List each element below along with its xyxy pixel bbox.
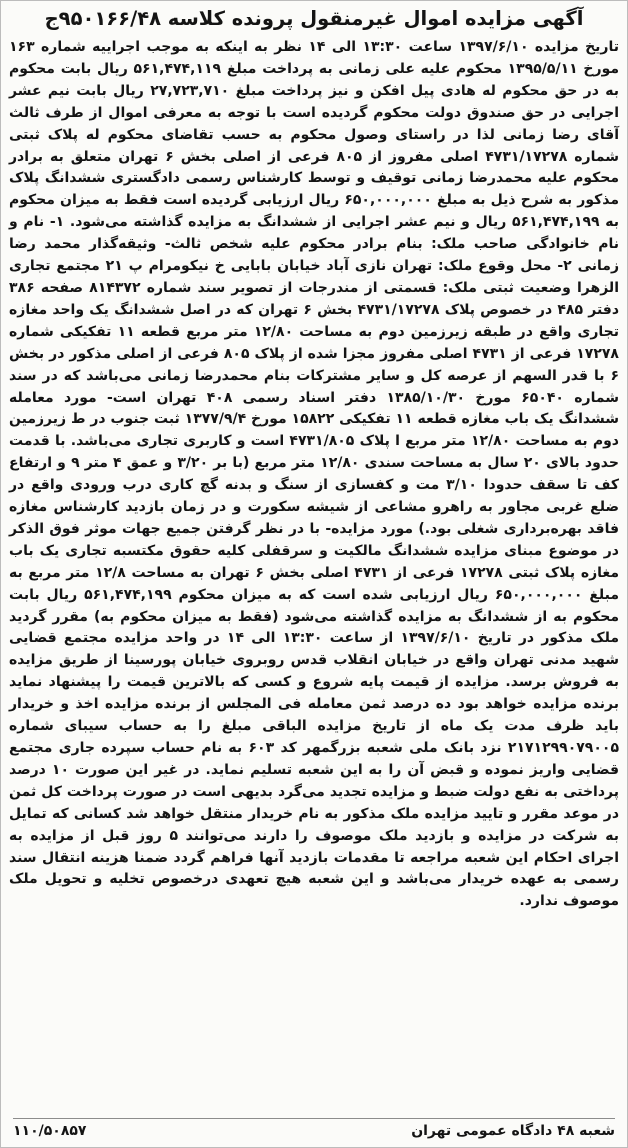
notice-code: ۱۱۰/۵۰۸۵۷	[13, 1123, 87, 1139]
notice-body: تاریخ مزایده ۱۳۹۷/۶/۱۰ ساعت ۱۳:۳۰ الی ۱۴ نظر به اینکه به موجب اجراییه شماره ۱۶۳ مورخ ۱۳۹۵/۵/۱۱ محکوم علیه علی زمانی به پرداخت مبلغ ۵۶۱,۴۷۴,۱۱۹ ریال بابت محکوم به در حق محکوم له هادی پیل افکن و نیز پرداخت مبلغ ۲۷,۷۲۳,۷۱۰ ریال بابت نیم عشر اجرایی در حق صندوق دولت محکوم گردیده است با توجه به معرفی اموال از طرف ثالث آقای رضا زمانی لذا در راستای وصول محکوم به حسب تقاضای محکوم له پلاک ثبتی شماره ۴۷۳۱/۱۷۲۷۸ اصلی مفروز از ۸۰۵ فرعی از اصلی بخش ۶ تهران متعلق به برادر محکوم علیه محمدرضا زمانی توقیف و توسط کارشناس رسمی دادگستری ششدانگ پلاک مذکور به شرح ذیل به مبلغ ۶۵۰,۰۰۰,۰۰۰ ریال ارزیابی گردیده است فقط به میزان محکوم به ۵۶۱,۴۷۴,۱۹۹ ریال و نیم عشر اجرایی از ششدانگ به مزایده گذاشته می‌شود. ۱- نام و نام خانوادگی صاحب ملک: بنام برادر محکوم علیه شخص ثالث- وثیقه‌گذار محمد رضا زمانی ۲- محل وقوع ملک: تهران نازی آباد خیابان بابایی خ نیکومرام پ ۲۱ مجتمع تجاری الزهرا وضعیت ثبتی ملک: قسمتی از مندرجات از تصویر سند شماره ۸۱۴۳۷۲ صفحه ۳۸۶ دفتر ۴۸۵ در خصوص پلاک ۴۷۳۱/۱۷۲۷۸ بخش ۶ تهران که در اصل ششدانگ یک واحد مغازه تجاری واقع در طبقه زیرزمین دوم به مساحت ۱۲/۸۰ متر مربع قطعه ۱۱ تفکیکی شماره ۱۷۲۷۸ فرعی از ۴۷۳۱ اصلی مفروز مجزا شده از پلاک ۸۰۵ فرعی از اصلی مذکور در بخش ۶ با قدر السهم از عرصه کل و سایر مشترکات بنام محمدرضا زمانی می‌باشد که در سند شماره ۶۵۰۴۰ مورخ ۱۳۸۵/۱۰/۳۰ دفتر اسناد رسمی ۴۰۸ تهران است- مورد معامله ششدانگ یک باب مغازه قطعه ۱۱ تفکیکی ۱۵۸۲۲ مورخ ۱۳۷۷/۹/۴ ثبت جنوب در ط زیرزمین دوم به مساحت ۱۲/۸۰ متر مربع ا پلاک ۴۷۳۱/۸۰۵ است و کاربری تجاری می‌باشد. با قدمت حدود بالای ۲۰ سال به مساحت سندی ۱۲/۸۰ متر مربع (با بر ۳/۲۰ و عمق ۴ متر ۹ و ارتفاع کف تا سقف حدودا ۳/۱۰ مت و کفسازی از سنگ و بدنه گچ کاری درب ورودی واقع در ضلع غربی مجاور به راهرو مشاعی از شیشه سکورت و در زمان بازدید کارشناس مغازه فاقد بهره‌برداری شغلی بود.) مورد مزایده- با در نظر گرفتن جمیع جهات موثر فوق الذکر در موضوع مبنای مزایده ششدانگ مالکیت و سرقفلی کلیه حقوق مکتسبه تجاری یک باب مغازه پلاک ثبتی ۱۷۲۷۸ فرعی از ۴۷۳۱ اصلی بخش ۶ تهران به مساحت ۱۲/۸ متر مربع به مبلغ ۶۵۰,۰۰۰,۰۰۰ ریال ارزیابی شده است که به میزان محکوم ۵۶۱,۴۷۴,۱۹۹ ریال بابت محکوم به از ششدانگ به مزایده گذاشته می‌شود (فقط به میزان محکوم به) مقرر گردید ملک مذکور در تاریخ ۱۳۹۷/۶/۱۰ از ساعت ۱۳:۳۰ الی ۱۴ در واحد مزایده مجتمع قضایی شهید مدنی تهران واقع در خیابان انقلاب قدس روبروی خیابان پورسینا از طریق مزایده به فروش برسد. مزایده از قیمت پایه شروع و کسی که بالاترین قیمت را پیشنهاد نماید برنده مزایده خواهد بود ده درصد ثمن معامله فی المجلس از برنده مزایده اخذ و خریدار باید ظرف مدت یک ماه از تاریخ مزایده الباقی مبلغ را به حساب سیبای شماره ۲۱۷۱۲۹۹۰۷۹۰۰۵ نزد بانک ملی شعبه بزرگمهر کد ۶۰۳ به نام حساب سپرده جاری مجتمع قضایی واریز نموده و قبض آن را به این شعبه تسلیم نماید. در غیر این صورت ۱۰ درصد پرداختی به نفع دولت ضبط و مزایده تجدید می‌گرد بدیهی است در صورت پرداخت کل ثمن در موعد مقرر و تایید مزایده ملک مذکور به نام خریدار منتقل خواهد شد کسانی که تمایل به شرکت در مزایده و بازدید ملک موصوف را دارند می‌توانند ۵ روز قبل از مزایده به اجرای احکام این شعبه مراجعه تا مقدمات بازدید آنها فراهم گردد ضمنا هزینه انتقال سند رسمی به عهده خریدار می‌باشد و این شعبه هیچ تعهدی درخصوص تخلیه و تحویل ملک موصوف ندارد.	[9, 39, 620, 910]
issuing-court: شعبه ۴۸ دادگاه عمومی تهران	[411, 1123, 615, 1139]
notice-title: آگهی مزایده اموال غیرمنقول پرونده کلاسه ۹۵۰۱۶۶/۴۸ج	[44, 7, 584, 30]
notice-footer	[13, 1118, 615, 1143]
